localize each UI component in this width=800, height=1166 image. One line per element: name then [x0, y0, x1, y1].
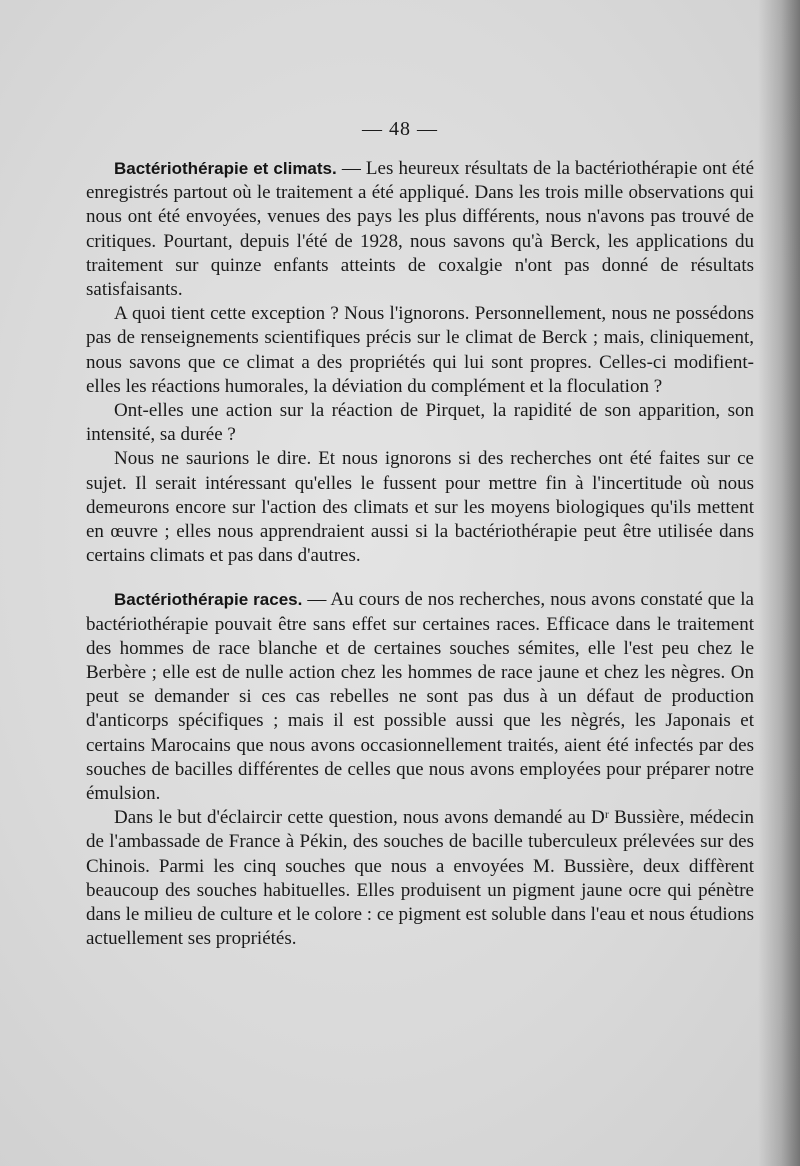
section-climats-paragraph-2: A quoi tient cette exception ? Nous l'ignorons. Personnellement, nous ne possédons pas de renseignements scientifiques précis sur le climat de Berck ; mais, cliniquement, nous savons que ce climat a des propriétés qui lui sont propres. Celles-ci modifient-elles les réactions humorales, la déviation du complément et la floculation ? [86, 303, 754, 397]
section-heading-climats: Bactériothérapie et climats. [114, 159, 337, 178]
section-heading-races: Bactériothérapie races. [114, 590, 303, 610]
section-climats-paragraph-4: Nous ne saurions le dire. Et nous ignorons si des recherches ont été faites sur ce sujet. Il serait intéressant qu'elles le fussent pour mettre fin à l'incertitude où nous demeurons encore sur l'action des climats et sur les moyens biologiques qu'ils mettent en œuvre ; elles nous apprendraient aussi si la bactériothérapie peut être utilisée dans certains climats et pas dans d'autres. [86, 448, 754, 567]
section-races-paragraph-2: Dans le but d'éclaircir cette question, nous avons demandé au Dʳ Bussière, médecin de l'ambassade de France à Pékin, des souches de bacille tuberculeux prélevées sur des Chinois. Parmi les cinq souches que nous a envoyées M. Bussière, deux diffèrent beaucoup des souches habituelles. Elles produisent un pigment jaune ocre qui pénètre dans le milieu de culture et le colore : ce pigment est soluble dans l'eau et nous étudions actuellement ses propriétés. [86, 807, 754, 950]
page-number: — 48 — [362, 118, 438, 140]
section-climats-paragraph-1 [86, 157, 754, 302]
section-climats-paragraph-3: Ont-elles une action sur la réaction de Pirquet, la rapidité de son apparition, son intensité, sa durée ? [86, 400, 754, 446]
body-text [86, 157, 754, 952]
paragraph-text: — Au cours de nos recherches, nous avons constaté que la bactériothérapie pouvait être sans effet sur certaines races. Efficace dans le traitement des hommes de race blanche et de certaines souches sémites, elle l'est peu chez le Berbère ; elle est de nulle action chez les hommes de race jaune et chez les nègres. On peut se demander si ces cas rebelles ne sont pas dus à un défaut de production d'anticorps spécifiques ; mais il est possible aussi que les nègrés, les Japonais et certains Marocains que nous avons occasionnellement traités, aient été infectés par des souches de bacilles différentes de celles que nous avons employées pour préparer notre émulsion. [86, 589, 754, 805]
paragraph-text: — Les heureux résultats de la bactériothérapie ont été enregistrés partout où le traitement a été appliqué. Dans les trois mille observations qui nous ont été envoyées, venues des pays les plus différents, nous n'avons pas trouvé de critiques. Pourtant, depuis l'été de 1928, nous savons qu'à Berck, les applications du traitement sur quinze enfants atteints de coxalgie n'ont pas donné de résultats satisfaisants. [86, 158, 754, 301]
section-races-paragraph-1 [86, 588, 754, 806]
binding-shadow [758, 0, 800, 1166]
